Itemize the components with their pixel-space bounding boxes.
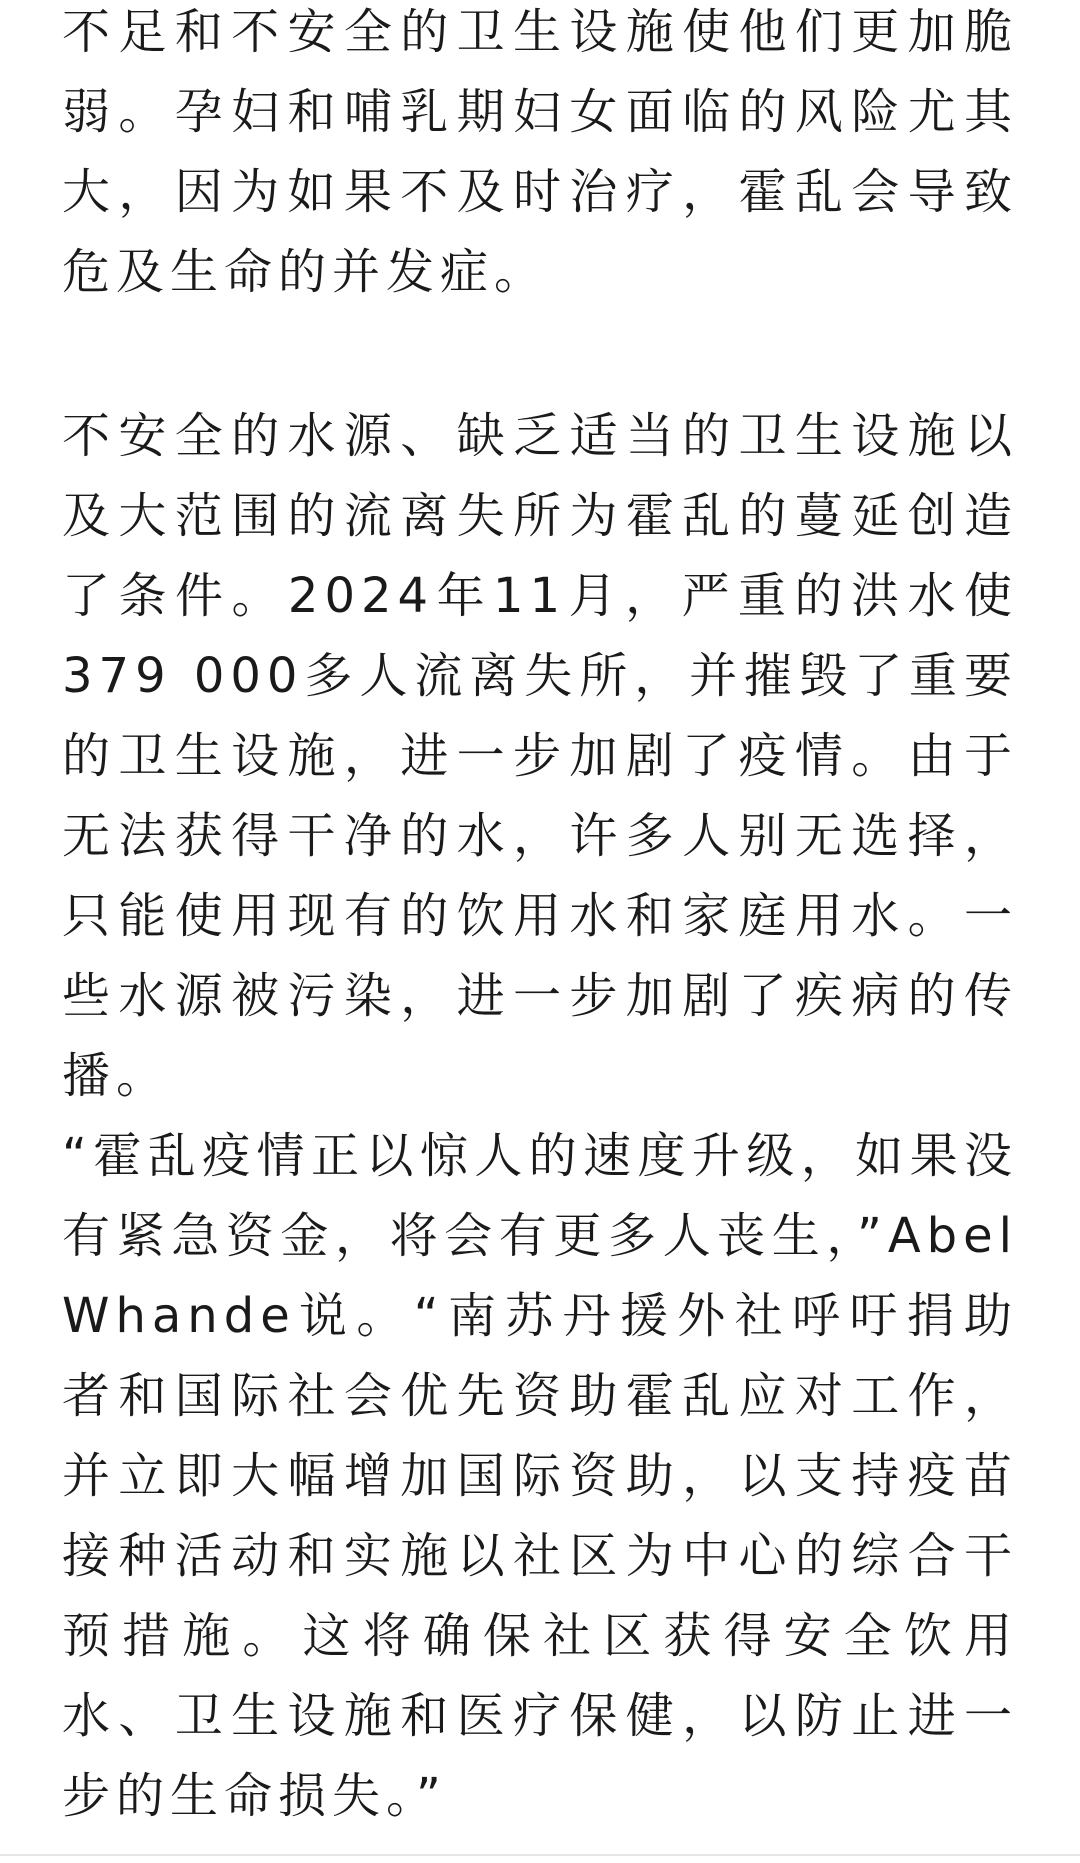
bottom-divider: [0, 1854, 1080, 1856]
article-body: [62, 0, 1018, 1863]
paragraph-1: 不足和不安全的卫生设施使他们更加脆弱。孕妇和哺乳期妇女面临的风险尤其大，因为如果不及时治疗，霍乱会导致危及生命的并发症。: [62, 4, 1018, 300]
paragraph-3: “霍乱疫情正以惊人的速度升级，如果没有紧急资金，将会有更多人丧生，”Abel Whande说。“南苏丹援外社呼吁捐助者和国际社会优先资助霍乱应对工作，并立即大幅增加国际资助，以支持疫苗接种活动和实施以社区为中心的综合干预措施。这将确保社区获得安全饮用水、卫生设施和医疗保健，以防止进一步的生命损失。”: [62, 1128, 1018, 1824]
paragraph-2: 不安全的水源、缺乏适当的卫生设施以及大范围的流离失所为霍乱的蔓延创造了条件。2024年11月，严重的洪水使379 000多人流离失所，并摧毁了重要的卫生设施，进一步加剧了疫情。由于无法获得干净的水，许多人别无选择，只能使用现有的饮用水和家庭用水。一些水源被污染，进一步加剧了疾病的传播。: [62, 408, 1018, 1104]
